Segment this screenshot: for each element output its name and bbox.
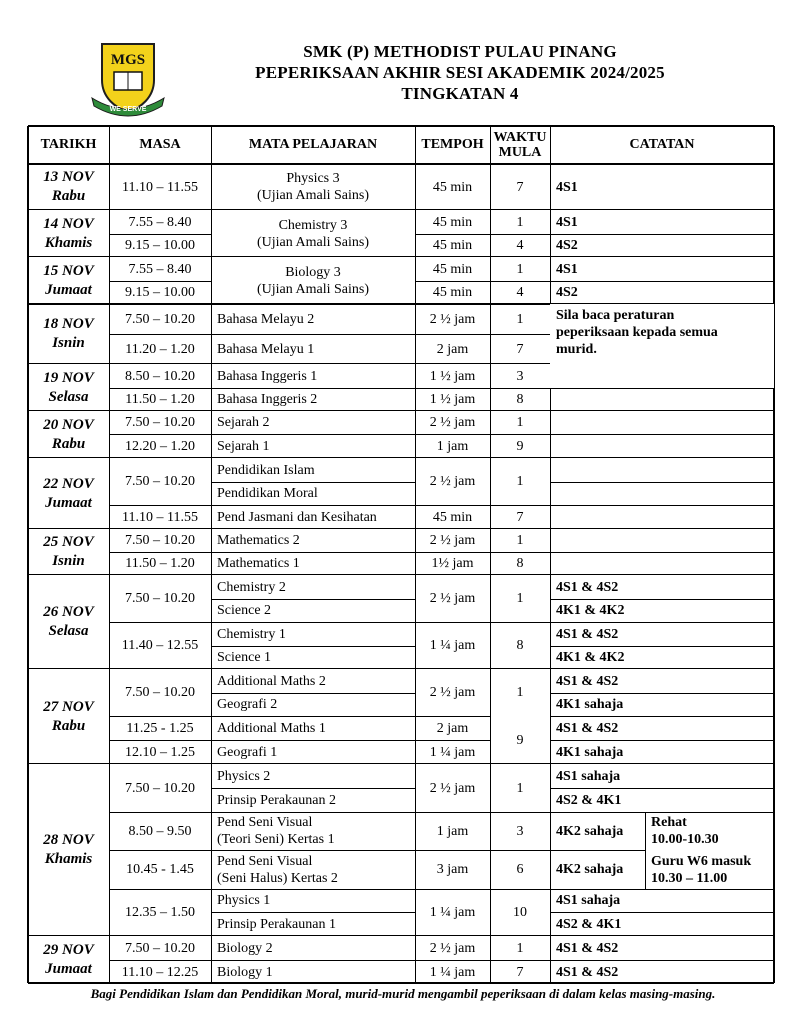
time-cell: 9.15 – 10.00: [125, 238, 195, 253]
subject-cell: Pend Jasmani dan Kesihatan: [217, 509, 377, 525]
table-rule: [550, 912, 774, 913]
table-rule: [28, 668, 774, 669]
note-cell: 4S1 sahaja: [556, 893, 621, 908]
subject-cell: Physics 1: [217, 893, 271, 908]
time-cell: 9.15 – 10.00: [125, 285, 195, 300]
note-break-time: Rehat 10.00-10.30: [651, 815, 719, 847]
time-cell: 12.20 – 1.20: [125, 438, 195, 454]
table-rule: [28, 410, 774, 411]
duration-cell: 2 ½ jam: [429, 311, 476, 327]
table-rule: [773, 126, 775, 983]
table-rule: [28, 574, 774, 575]
duration-cell: 2 jam: [436, 720, 469, 736]
start-period-cell: 1: [516, 591, 524, 606]
exam-title: PEPERIKSAAN AKHIR SESI AKADEMIK 2024/2025: [255, 63, 665, 82]
note-cell: 4S2: [556, 285, 578, 300]
subject-cell: Geografi 1: [217, 744, 278, 760]
table-rule: [28, 982, 774, 984]
subject-cell: Pend Seni Visual (Teori Seni) Kertas 1: [217, 815, 335, 847]
start-period-cell: 1: [516, 940, 524, 956]
start-period-cell: 1: [516, 214, 524, 230]
table-rule: [109, 960, 774, 961]
subject-cell: Mathematics 2: [217, 533, 300, 548]
col-header-waktu-mula: WAKTU MULA: [493, 130, 547, 160]
time-cell: 7.50 – 10.20: [125, 415, 195, 430]
duration-cell: 45 min: [432, 509, 473, 525]
table-rule: [109, 434, 550, 435]
school-name-title: SMK (P) METHODIST PULAU PINANG: [303, 42, 617, 61]
date-cell: [28, 164, 109, 210]
duration-cell: 1 jam: [436, 823, 469, 839]
table-rule: [550, 434, 774, 435]
date-weekday: Rabu: [51, 188, 86, 204]
table-rule: [109, 716, 490, 717]
table-rule: [550, 126, 551, 983]
subject-cell: Geografi 2: [217, 697, 278, 712]
date-day: 27 NOV: [43, 698, 94, 715]
time-cell: 7.50 – 10.20: [125, 940, 195, 956]
date-weekday: Jumaat: [45, 961, 92, 977]
subject-cell: Additional Maths 2: [217, 673, 326, 689]
time-cell: 11.10 – 12.25: [121, 964, 199, 980]
time-cell: 7.50 – 10.20: [125, 474, 195, 489]
date-day: 26 NOV: [43, 604, 94, 620]
start-period-cell: 1: [516, 311, 524, 327]
note-cell: 4S1: [556, 214, 578, 230]
table-rule: [550, 850, 645, 851]
date-cell: [28, 936, 109, 984]
table-rule: [211, 126, 212, 983]
duration-cell: 45 min: [432, 238, 473, 253]
table-rule: [28, 528, 774, 529]
table-rule: [550, 716, 774, 717]
note-cell: 4K1 & 4K2: [556, 603, 625, 618]
time-cell: 7.50 – 10.20: [125, 780, 195, 796]
start-period-cell: 4: [516, 285, 524, 300]
time-cell: 7.55 – 8.40: [128, 261, 192, 277]
start-period-cell: 1: [516, 261, 524, 277]
subject-cell: Biology 2: [217, 940, 273, 956]
date-cell: [28, 529, 109, 575]
time-cell: 11.20 – 1.20: [125, 341, 195, 357]
table-rule: [28, 125, 774, 127]
date-cell: [28, 257, 109, 304]
table-rule: [109, 388, 550, 389]
duration-cell: 2 ½ jam: [429, 474, 476, 489]
start-period-cell: 7: [516, 179, 524, 195]
duration-cell: 2 ½ jam: [429, 780, 476, 796]
subject-cell: Physics 3 (Ujian Amali Sains): [257, 171, 369, 203]
duration-cell: 45 min: [432, 285, 473, 300]
duration-cell: 2 ½ jam: [429, 685, 476, 700]
date-day: 20 NOV: [43, 416, 94, 433]
subject-cell: Mathematics 1: [217, 556, 300, 571]
duration-cell: 1 jam: [436, 438, 469, 454]
svg-text:MGS: MGS: [110, 52, 146, 68]
table-rule: [211, 646, 415, 647]
note-instruction: Sila baca peraturan peperiksaan kepada semua murid.: [550, 304, 774, 388]
note-cell: 4S1 & 4S2: [556, 940, 619, 956]
note-cell: 4K2 sahaja: [556, 823, 624, 839]
school-crest-logo: [88, 40, 168, 118]
table-rule: [211, 482, 415, 483]
duration-cell: 1 ¼ jam: [429, 964, 476, 980]
start-period-cell: 7: [516, 964, 524, 980]
table-rule: [550, 646, 774, 647]
date-cell: [28, 764, 109, 936]
date-day: 25 NOV: [43, 534, 94, 550]
date-day: 13 NOV: [43, 169, 94, 185]
table-rule: [211, 693, 415, 694]
table-rule: [109, 850, 550, 851]
note-cell: 4K1 sahaja: [556, 744, 624, 760]
subject-cell: Biology 1: [217, 964, 273, 980]
col-header-masa: MASA: [139, 137, 181, 152]
col-header-catatan: CATATAN: [629, 137, 695, 152]
col-header-tarikh: TARIKH: [40, 137, 97, 152]
table-rule: [109, 334, 550, 335]
subject-cell: Chemistry 2: [217, 579, 286, 595]
start-period-cell: 10: [513, 905, 527, 920]
table-rule: [109, 126, 110, 983]
table-rule: [415, 126, 416, 983]
svg-text:WE SERVE: WE SERVE: [109, 106, 147, 113]
start-period-cell: 6: [516, 862, 524, 877]
subject-cell: Biology 3 (Ujian Amali Sains): [257, 264, 369, 297]
table-rule: [109, 234, 211, 235]
subject-cell: Bahasa Melayu 1: [217, 341, 315, 357]
note-cell: 4K2 sahaja: [556, 862, 624, 877]
start-period-cell: 8: [516, 392, 524, 407]
duration-cell: 1 ¼ jam: [429, 744, 476, 760]
subject-cell: Chemistry 1: [217, 626, 286, 642]
date-day: 22 NOV: [43, 475, 94, 492]
subject-cell: Bahasa Inggeris 2: [217, 392, 318, 407]
subject-cell: Physics 2: [217, 768, 271, 784]
table-rule: [109, 812, 774, 813]
date-day: 29 NOV: [43, 942, 94, 958]
table-rule: [211, 912, 415, 913]
table-rule: [28, 163, 774, 165]
table-rule: [550, 482, 774, 483]
table-rule: [550, 552, 774, 553]
date-cell: [28, 669, 109, 764]
date-day: 18 NOV: [43, 316, 94, 332]
duration-cell: 45 min: [432, 214, 473, 230]
col-header-mata-pelajaran: MATA PELAJARAN: [248, 137, 378, 152]
table-rule: [28, 763, 774, 764]
start-period-cell: 3: [516, 368, 524, 384]
start-period-cell: 4: [516, 238, 524, 253]
table-rule: [109, 505, 774, 506]
note-cell: 4K1 sahaja: [556, 697, 624, 712]
subject-cell: Prinsip Perakaunan 1: [217, 916, 336, 932]
start-period-cell: 8: [516, 556, 524, 571]
subject-cell: Pend Seni Visual (Seni Halus) Kertas 2: [217, 853, 338, 886]
date-weekday: Rabu: [51, 435, 86, 452]
duration-cell: 1 ¼ jam: [429, 638, 476, 653]
duration-cell: 3 jam: [436, 862, 469, 877]
time-cell: 10.45 - 1.45: [126, 862, 194, 877]
time-cell: 7.50 – 10.20: [125, 591, 195, 606]
duration-cell: 1 ½ jam: [429, 368, 476, 384]
table-rule: [109, 552, 550, 553]
duration-cell: 1½ jam: [431, 556, 474, 571]
duration-cell: 2 jam: [436, 341, 469, 357]
table-rule: [28, 256, 774, 257]
subject-cell: Sejarah 1: [217, 438, 270, 454]
table-rule: [211, 788, 415, 789]
table-rule: [550, 788, 774, 789]
time-cell: 11.25 - 1.25: [126, 720, 194, 736]
subject-cell: Additional Maths 1: [217, 720, 326, 736]
start-period-cell: 9: [516, 438, 524, 454]
note-cell: 4S1 & 4S2: [556, 579, 619, 595]
date-cell: [28, 210, 109, 257]
date-weekday: Jumaat: [45, 494, 92, 511]
date-day: 14 NOV: [43, 215, 94, 232]
date-weekday: Khamis: [44, 234, 93, 251]
table-rule: [415, 234, 774, 235]
duration-cell: 2 ½ jam: [429, 415, 476, 430]
table-rule: [645, 812, 646, 889]
duration-cell: 2 ½ jam: [429, 940, 476, 956]
date-weekday: Jumaat: [45, 281, 92, 298]
time-cell: 12.10 – 1.25: [125, 744, 195, 760]
note-cell: 4S1 sahaja: [556, 768, 621, 784]
table-rule: [28, 457, 774, 458]
time-cell: 8.50 – 9.50: [128, 823, 192, 839]
date-cell: [28, 411, 109, 458]
table-rule: [550, 599, 774, 600]
date-day: 15 NOV: [43, 262, 94, 279]
exam-schedule-table: [28, 126, 774, 984]
subject-cell: Science 1: [217, 650, 272, 665]
start-period-cell: 1: [516, 533, 524, 548]
note-cell: 4K1 & 4K2: [556, 650, 625, 665]
table-rule: [109, 622, 774, 623]
note-cell: 4S2: [556, 238, 578, 253]
duration-cell: 1 ½ jam: [429, 392, 476, 407]
date-weekday: Khamis: [44, 851, 93, 867]
document-header: [0, 0, 806, 118]
duration-cell: 2 ½ jam: [429, 533, 476, 548]
start-period-cell: 7: [516, 509, 524, 525]
start-period-cell: 7: [516, 341, 524, 357]
table-rule: [109, 281, 211, 282]
note-cell: 4S2 & 4K1: [556, 916, 622, 932]
subject-cell: Sejarah 2: [217, 415, 270, 430]
table-rule: [550, 693, 774, 694]
date-cell: [28, 575, 109, 669]
date-cell: [28, 458, 109, 529]
start-period-cell: 3: [516, 823, 524, 839]
table-rule: [415, 281, 774, 282]
date-weekday: Rabu: [51, 717, 86, 734]
time-cell: 11.50 – 1.20: [125, 556, 195, 571]
time-cell: 7.50 – 10.20: [125, 533, 195, 548]
date-weekday: Isnin: [52, 335, 85, 351]
subject-cell: Chemistry 3 (Ujian Amali Sains): [257, 217, 369, 250]
table-rule: [109, 740, 490, 741]
subject-cell: Bahasa Melayu 2: [217, 311, 315, 327]
subject-cell: Pendidikan Islam: [217, 462, 315, 478]
date-cell: [28, 364, 109, 411]
col-header-tempoh: TEMPOH: [421, 137, 484, 152]
note-teacher-duty: Guru W6 masuk 10.30 – 11.00: [651, 853, 752, 886]
start-period-cell: 9: [516, 732, 524, 748]
time-cell: 11.10 – 11.55: [122, 509, 198, 525]
table-rule: [27, 126, 29, 983]
time-cell: 11.40 – 12.55: [121, 638, 199, 653]
subject-cell: Bahasa Inggeris 1: [217, 368, 318, 384]
start-period-cell: 1: [516, 415, 524, 430]
duration-cell: 1 ¼ jam: [429, 905, 476, 920]
table-rule: [211, 599, 415, 600]
time-cell: 7.55 – 8.40: [128, 214, 192, 230]
time-cell: 8.50 – 10.20: [125, 368, 195, 384]
note-cell: 4S1 & 4S2: [556, 720, 619, 736]
start-period-cell: 8: [516, 638, 524, 653]
note-cell: 4S1: [556, 261, 578, 277]
date-day: 28 NOV: [43, 832, 94, 848]
table-rule: [550, 740, 774, 741]
start-period-cell: 1: [516, 474, 524, 489]
note-cell: 4S1 & 4S2: [556, 626, 619, 642]
duration-cell: 45 min: [432, 261, 473, 277]
subject-cell: Prinsip Perakaunan 2: [217, 792, 336, 808]
form-title: TINGKATAN 4: [401, 84, 519, 103]
table-rule: [490, 126, 491, 983]
note-cell: 4S1 & 4S2: [556, 673, 619, 689]
time-cell: 7.50 – 10.20: [125, 311, 195, 327]
footnote: Bagi Pendidikan Islam dan Pendidikan Moral, murid-murid mengambil peperiksaan di dalam kelas masing-masing.: [90, 986, 716, 1001]
duration-cell: 45 min: [432, 179, 473, 195]
date-day: 19 NOV: [43, 369, 94, 386]
time-cell: 11.10 – 11.55: [122, 179, 198, 195]
time-cell: 7.50 – 10.20: [125, 685, 195, 700]
date-cell: [28, 304, 109, 364]
note-cell: 4S1 & 4S2: [556, 964, 619, 980]
time-cell: 11.50 – 1.20: [125, 392, 195, 407]
start-period-cell: 1: [516, 685, 524, 700]
date-weekday: Selasa: [48, 623, 89, 639]
table-rule: [28, 935, 774, 936]
table-rule: [109, 889, 774, 890]
subject-cell: Science 2: [217, 603, 272, 618]
date-weekday: Selasa: [48, 388, 89, 405]
table-rule: [28, 209, 774, 210]
time-cell: 12.35 – 1.50: [125, 905, 195, 920]
note-cell: 4S2 & 4K1: [556, 792, 622, 808]
start-period-cell: 1: [516, 780, 524, 796]
date-weekday: Isnin: [52, 553, 85, 569]
note-cell: 4S1: [556, 179, 578, 195]
subject-cell: Pendidikan Moral: [217, 486, 318, 501]
duration-cell: 2 ½ jam: [429, 591, 476, 606]
